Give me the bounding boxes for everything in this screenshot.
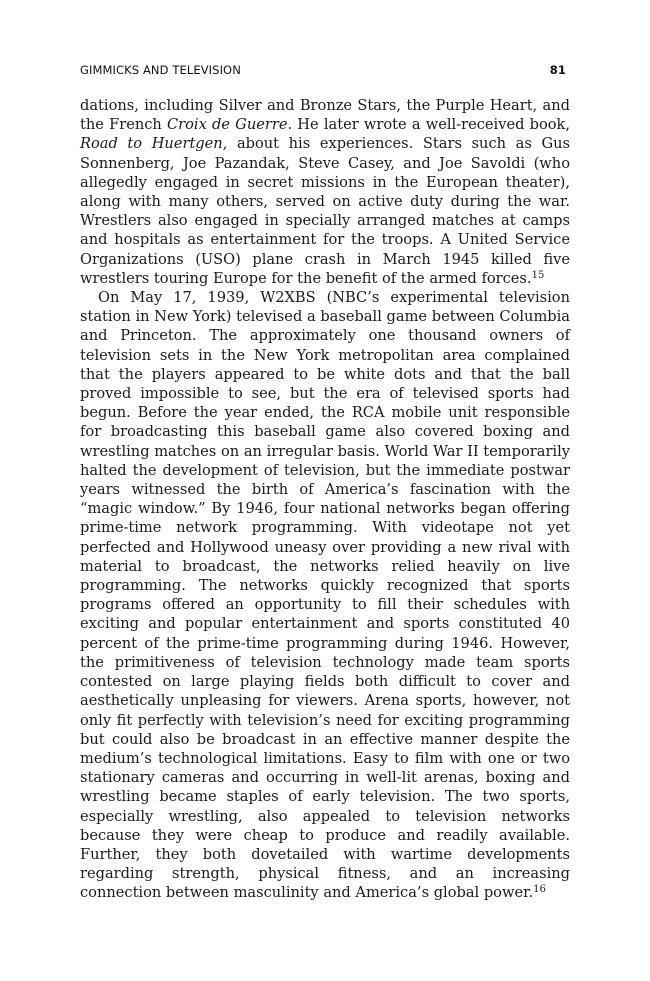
running-title: GIMMICKS AND TELEVISION — [80, 63, 241, 77]
paragraph-2 — [80, 288, 570, 903]
page-number: 81 — [549, 63, 566, 77]
body-text — [80, 96, 570, 903]
paragraph-2-text: On May 17, 1939, W2XBS (NBC’s experimental television station in New York) televised a baseball game between Columbia and Princeton. The approximately one thousand owners of television sets in the New York metropolitan area complained that the players appeared to be white dots and that the ball proved impossible to see, but the era of televised sports had begun. Before the year ended, the RCA mobile unit responsible for broadcasting this baseball game also covered boxing and wrestling matches on an irregular basis. World War II temporarily halted the development of television, but the immediate postwar years witnessed the birth of America’s fascination with the “magic window.” By 1946, four national networks began offering prime-time network programming. With videotape not yet perfected and Hollywood uneasy over providing a new rival with material to broadcast, the networks relied heavily on live programming. The networks quickly recognized that sports programs offered an opportunity to fill their schedules with exciting and popular entertainment and sports constituted 40 percent of the prime-time programming during 1946. However, the primitiveness of television technology made team sports contested on large playing fields both difficult to cover and aesthetically unpleasing for viewers. Arena sports, however, not only fit perfectly with television’s need for exciting programming but could also be broadcast in an effective manner despite the medium’s technological limitations. Easy to film with one or two stationary cameras and occurring in well-lit arenas, boxing and wrestling became staples of early television. The two sports, especially wrestling, also appealed to television networks because they were cheap to produce and readily available. Further, they both dovetailed with wartime developments regarding strength, physical fitness, and an increasing connection between masculinity and America’s global power. — [80, 289, 570, 902]
paragraph-1-text-b: . He later wrote a well-received book, — [287, 116, 571, 134]
paragraph-1-text-a: dations, including Silver and Bronze Stars, the Purple Heart, and the French — [80, 97, 570, 134]
paragraph-1-text-c: , about his experiences. Stars such as Gus Sonnenberg, Joe Pazandak, Steve Casey, and Joe Savoldi (who allegedly engaged in secret missions in the European theater), along with many others, served on active duty during the war. Wrestlers also engaged in specially arranged matches at camps and hospitals as entertainment for the troops. A United Service Organizations (USO) plane crash in March 1945 killed five wrestlers touring Europe for the benefit of the armed forces. — [80, 135, 570, 287]
running-header — [80, 63, 566, 81]
italic-title-croix-de-guerre: Croix de Guerre — [167, 116, 288, 134]
footnote-ref-15: 15 — [531, 269, 545, 281]
footnote-ref-16: 16 — [533, 884, 546, 896]
paragraph-1 — [80, 96, 570, 288]
italic-title-road-to-huertgen: Road to Huertgen — [80, 135, 223, 153]
